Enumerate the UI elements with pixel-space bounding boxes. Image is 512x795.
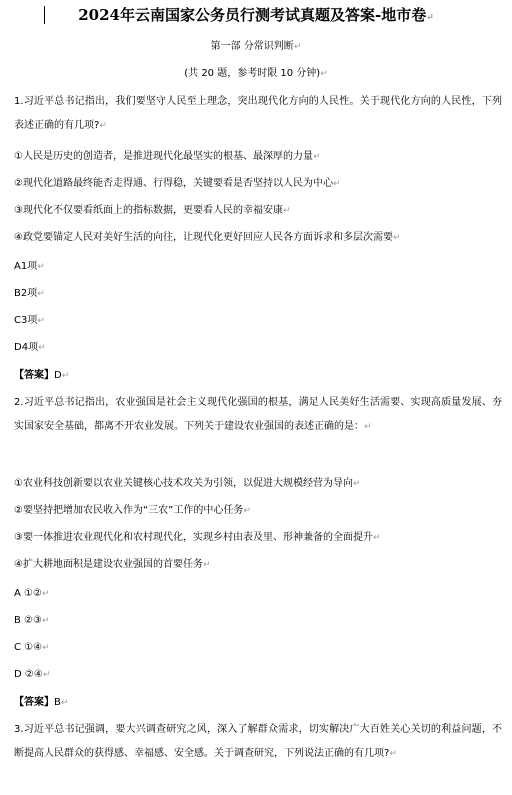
question-1-answer: 【答案】D↵ [14,370,70,381]
question-2-statement-3: ③要一体推进农业现代化和农村现代化，实现乡村由表及里、形神兼备的全面提升↵ [14,532,381,543]
question-1-option-c: C3项↵ [14,315,45,326]
question-2-statement-4: ④扩大耕地面积是建设农业强国的首要任务↵ [14,559,211,570]
question-1-statement-4: ④政党要锚定人民对美好生活的向往，让现代化更好回应人民各方面诉求和多层次需要↵ [14,232,401,243]
question-1-statement-1: ①人民是历史的创造者，是推进现代化最坚实的根基、最深厚的力量↵ [14,151,321,162]
question-2-option-c: C ①④↵ [14,642,50,653]
question-1-option-a: A1项↵ [14,261,45,272]
question-2-statement-1: ①农业科技创新要以农业关键核心技术攻关为引领，以促进大规模经营为导向↵ [14,478,361,489]
question-1-statement-2: ②现代化道路最终能否走得通、行得稳，关键要看是否坚持以人民为中心↵ [14,178,341,189]
question-2-stem: 2.习近平总书记指出，农业强国是社会主义现代化强国的根基，满足人民美好生活需要、实现高质量发展、夯实国家安全基础，都离不开农业发展。下列关于建设农业强国的表述正确的是：↵ [14,397,502,432]
section-heading: 第一部 分常识判断↵ [210,41,302,52]
section-instructions: (共 20 题，参考时限 10 分钟)↵ [184,68,328,79]
question-1-stem: 1.习近平总书记指出，我们要坚守人民至上理念，突出现代化方向的人民性。关于现代化方向的人民性，下列表述正确的有几项?↵ [14,96,502,131]
question-1-option-b: B2项↵ [14,288,45,299]
question-2-option-d: D ②④↵ [14,669,51,680]
question-2-statement-2: ②要坚持把增加农民收入作为“三农”工作的中心任务↵ [14,505,251,516]
question-2-option-a: A ①②↵ [14,588,50,599]
question-2-option-b: B ②③↵ [14,615,50,626]
question-2-answer: 【答案】B↵ [14,697,69,708]
question-1-statement-3: ③现代化不仅要看纸面上的指标数据，更要看人民的幸福安康↵ [14,205,291,216]
question-1-option-d: D4项↵ [14,342,46,353]
question-3-stem: 3.习近平总书记强调，要大兴调查研究之风，深入了解群众需求，切实解决广大百姓关心关切的利益问题，不断提高人民群众的获得感、幸福感、安全感。关于调查研究，下列说法正确的有几项?↵ [14,724,502,759]
document-title: 2024年云南国家公务员行测考试真题及答案-地市卷↵ [78,6,434,24]
